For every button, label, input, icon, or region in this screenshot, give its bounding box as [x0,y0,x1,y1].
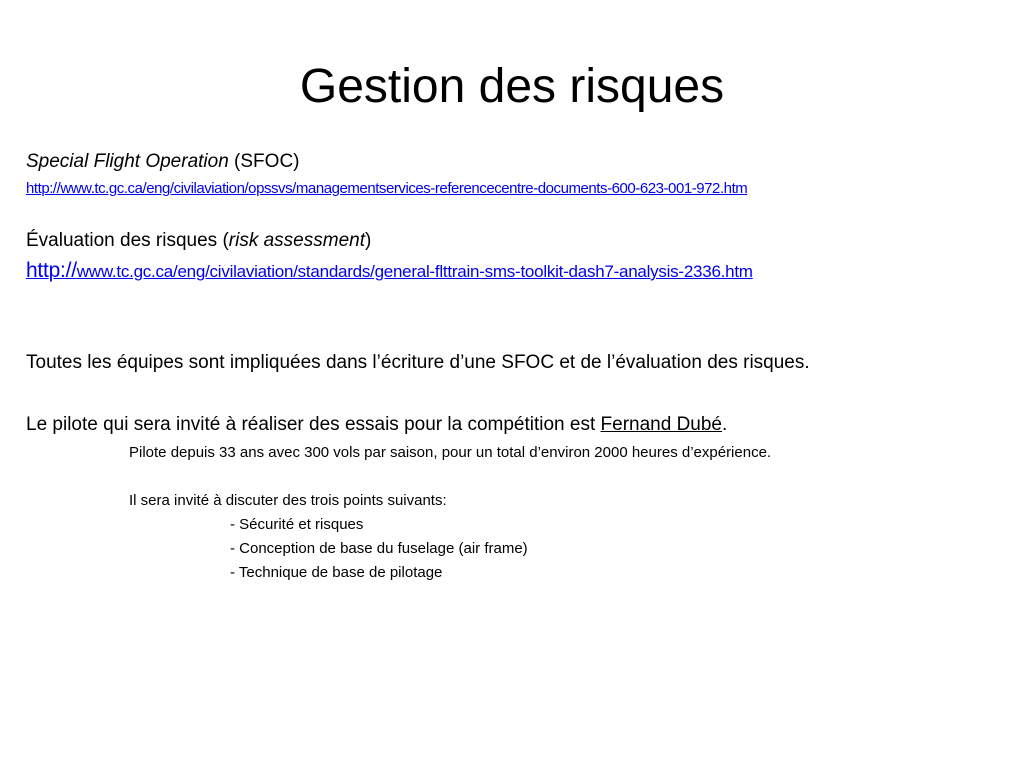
sfoc-heading [26,149,300,175]
slide-title: Gestion des risques [299,60,725,113]
pilot-name-link[interactable]: Fernand Dubé [600,414,722,435]
risk-italic-label: risk assessment [228,230,365,251]
teams-sentence: Toutes les équipes sont impliquées dans l’écriture d’une SFOC et de l’évaluation des risques. [26,352,810,373]
discussion-point: - Technique de base de pilotage [230,564,443,581]
pilot-sentence-prefix: Le pilote qui sera invité à réaliser des essais pour la compétition est [26,414,601,435]
pilot-experience: Pilote depuis 33 ans avec 300 vols par saison, pour un total d’environ 2000 heures d’expérience. [129,444,772,461]
discussion-point: - Conception de base du fuselage (air frame) [230,540,528,557]
risk-heading [26,228,371,254]
sfoc-suffix: (SFOC) [228,151,300,172]
pilot-sentence [26,412,727,438]
risk-suffix: ) [364,230,372,251]
discussion-intro: Il sera invité à discuter des trois points suivants: [129,492,447,509]
discussion-point: - Sécurité et risques [230,516,364,533]
sfoc-link[interactable]: http://www.tc.gc.ca/eng/civilaviation/opssvs/managementservices-referencecentre-documents-600-623-001-972.htm [26,180,748,197]
risk-link-rest: www.tc.gc.ca/eng/civilaviation/standards/general-flttrain-sms-toolkit-dash7-analysis-2336.htm [76,262,753,281]
sfoc-italic-label: Special Flight Operation [26,151,229,172]
risk-link-protocol: http:// [26,259,77,282]
risk-link[interactable] [26,259,753,284]
pilot-sentence-end: . [722,414,728,435]
risk-prefix: Évaluation des risques ( [26,230,229,251]
